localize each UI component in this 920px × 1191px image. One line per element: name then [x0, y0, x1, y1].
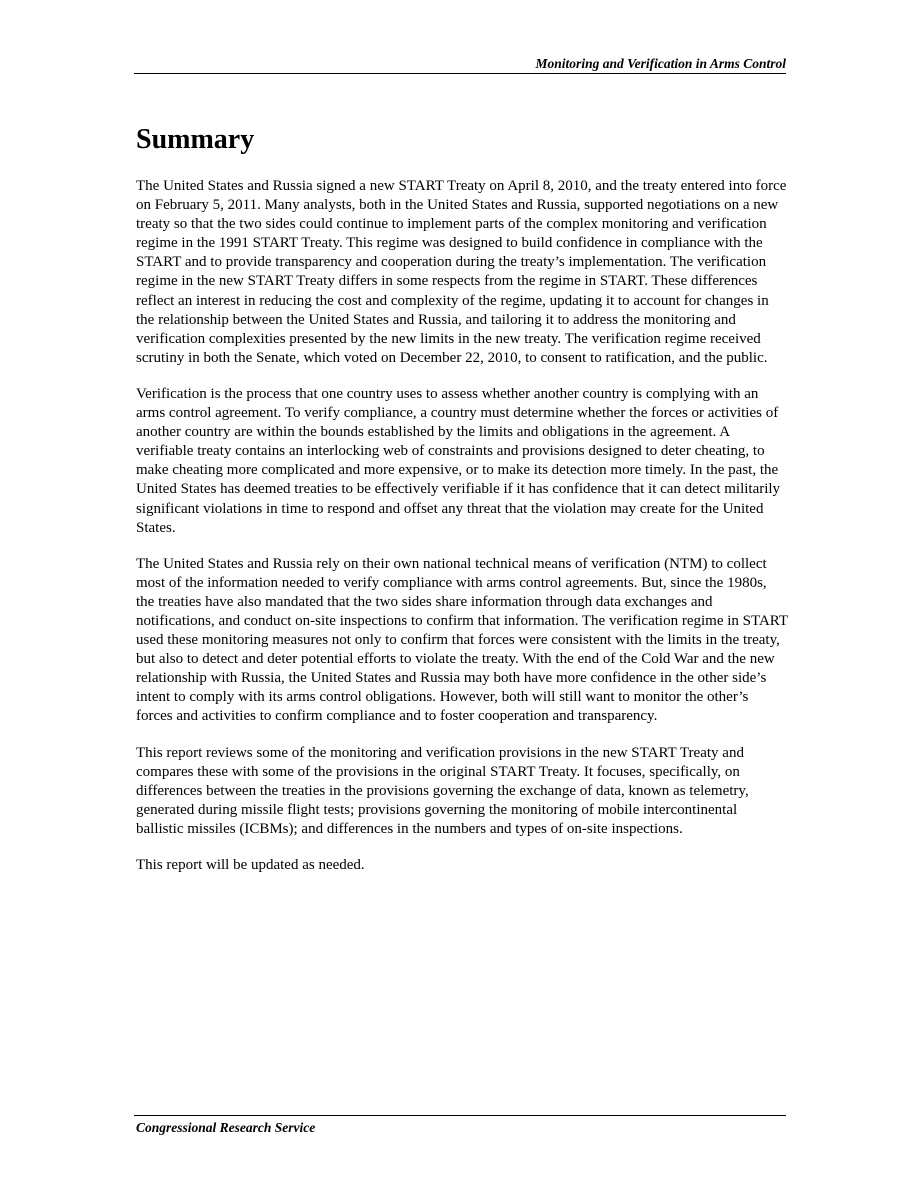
footer-rule	[134, 1115, 786, 1116]
paragraph-4: This report reviews some of the monitoring and verification provisions in the new START Treaty and compares these with some of the provisions in the original START Treaty. It focuses, specifically, on differences between the treaties in the provisions governing the exchange of data, known as telemetry, generated during missile flight tests; provisions governing the monitoring of mobile intercontinental ballistic missiles (ICBMs); and differences in the numbers and types of on-site inspections.	[136, 744, 749, 837]
running-header: Monitoring and Verification in Arms Control	[535, 56, 786, 71]
summary-body	[136, 177, 788, 892]
header-rule	[134, 73, 786, 74]
paragraph-1: The United States and Russia signed a new START Treaty on April 8, 2010, and the treaty entered into force on February 5, 2011. Many analysts, both in the United States and Russia, supported negotiations on a new treaty so that the two sides could continue to implement parts of the complex monitoring and verification regime in the 1991 START Treaty. This regime was designed to build confidence in compliance with the START and to provide transparency and cooperation during the treaty’s implementation. The verification regime in the new START Treaty differs in some respects from the regime in START. These differences reflect an interest in reducing the cost and complexity of the regime, updating it to account for changes in the relationship between the United States and Russia, and tailoring it to address the monitoring and verification complexities presented by the new limits in the new treaty. The verification regime received scrutiny in both the Senate, which voted on December 22, 2010, to consent to ratification, and the public.	[136, 178, 787, 366]
paragraph-2: Verification is the process that one country uses to assess whether another country is complying with an arms control agreement. To verify compliance, a country must determine whether the forces or activities of another country are within the bounds established by the limits and obligations in the agreement. A verifiable treaty contains an interlocking web of constraints and provisions designed to deter cheating, to make cheating more complicated and more expensive, or to make its detection more timely. In the past, the United States has deemed treaties to be effectively verifiable if it has confidence that it can detect militarily significant violations in time to respond and offset any threat that the violation may create for the United States.	[136, 385, 781, 536]
paragraph-5: This report will be updated as needed.	[136, 857, 365, 873]
page-title: Summary	[136, 124, 255, 155]
paragraph-3: The United States and Russia rely on their own national technical means of verification (NTM) to collect most of the information needed to verify compliance with arms control agreements. But, since the 1980s, the treaties have also mandated that the two sides share information through data exchanges and notifications, and conduct on-site inspections to confirm that information. The verification regime in START used these monitoring measures not only to confirm that forces were consistent with the limits in the treaty, but also to detect and deter potential efforts to violate the treaty. With the end of the Cold War and the new relationship with Russia, the United States and Russia may both have more confidence in the other side’s intent to comply with its arms control obligations. However, both will still want to monitor the other’s forces and activities to confirm compliance and to foster cooperation and transparency.	[136, 555, 788, 725]
running-footer: Congressional Research Service	[136, 1120, 316, 1135]
